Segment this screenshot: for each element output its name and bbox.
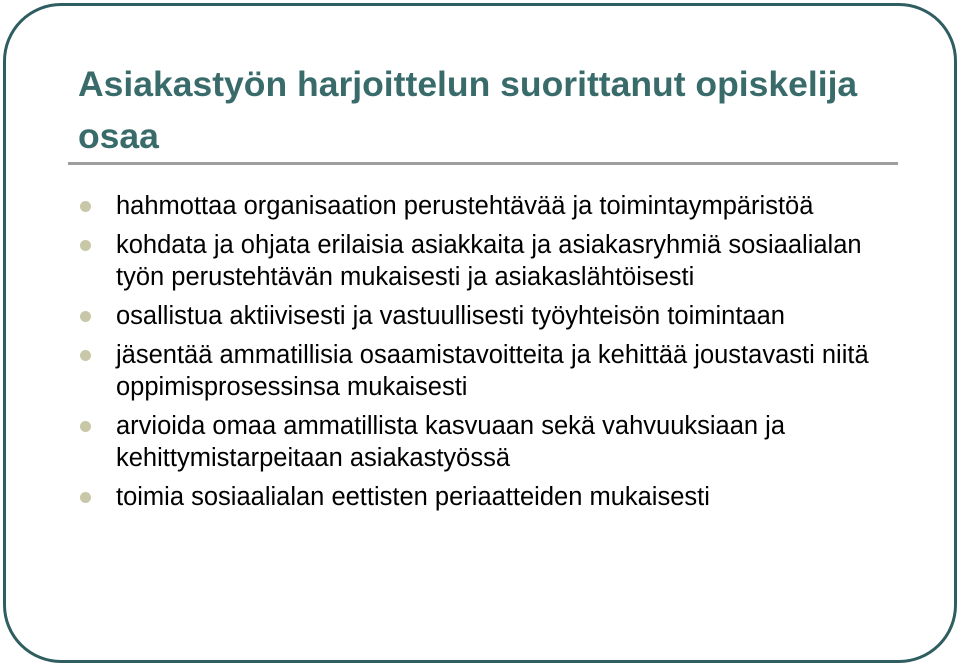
bullet-icon [80,311,91,322]
list-item [80,229,900,293]
title-divider [68,162,898,165]
bullet-icon [80,240,91,251]
bullet-text: jäsentää ammatillisia osaamistavoitteita ja kehittää joustavasti niitä oppimisprosessinsa mukaisesti [116,341,869,401]
slide-title: Asiakastyön harjoittelun suorittanut opiskelija osaa [78,64,858,156]
bullet-icon [80,421,91,432]
bullet-text: osallistua aktiivisesti ja vastuullisesti työyhteisön toimintaan [116,302,785,330]
bullet-text: toimia sosiaalialan eettisten periaatteiden mukaisesti [116,483,710,511]
bullet-text: arvioida omaa ammatillista kasvuaan sekä vahvuuksiaan ja kehittymistarpeitaan asiakastyössä [116,412,786,472]
bullet-list [80,190,900,520]
bullet-icon [80,492,91,503]
list-item [80,339,900,403]
list-item [80,481,900,513]
list-item [80,300,900,332]
list-item [80,410,900,474]
bullet-icon [80,350,91,361]
bullet-text: kohdata ja ohjata erilaisia asiakkaita ja asiakasryhmiä sosiaalialan työn perustehtävän mukaisesti ja asiakaslähtöisesti [116,231,862,291]
bullet-icon [80,201,91,212]
bullet-text: hahmottaa organisaation perustehtävää ja toimintaympäristöä [116,192,814,220]
list-item [80,190,900,222]
